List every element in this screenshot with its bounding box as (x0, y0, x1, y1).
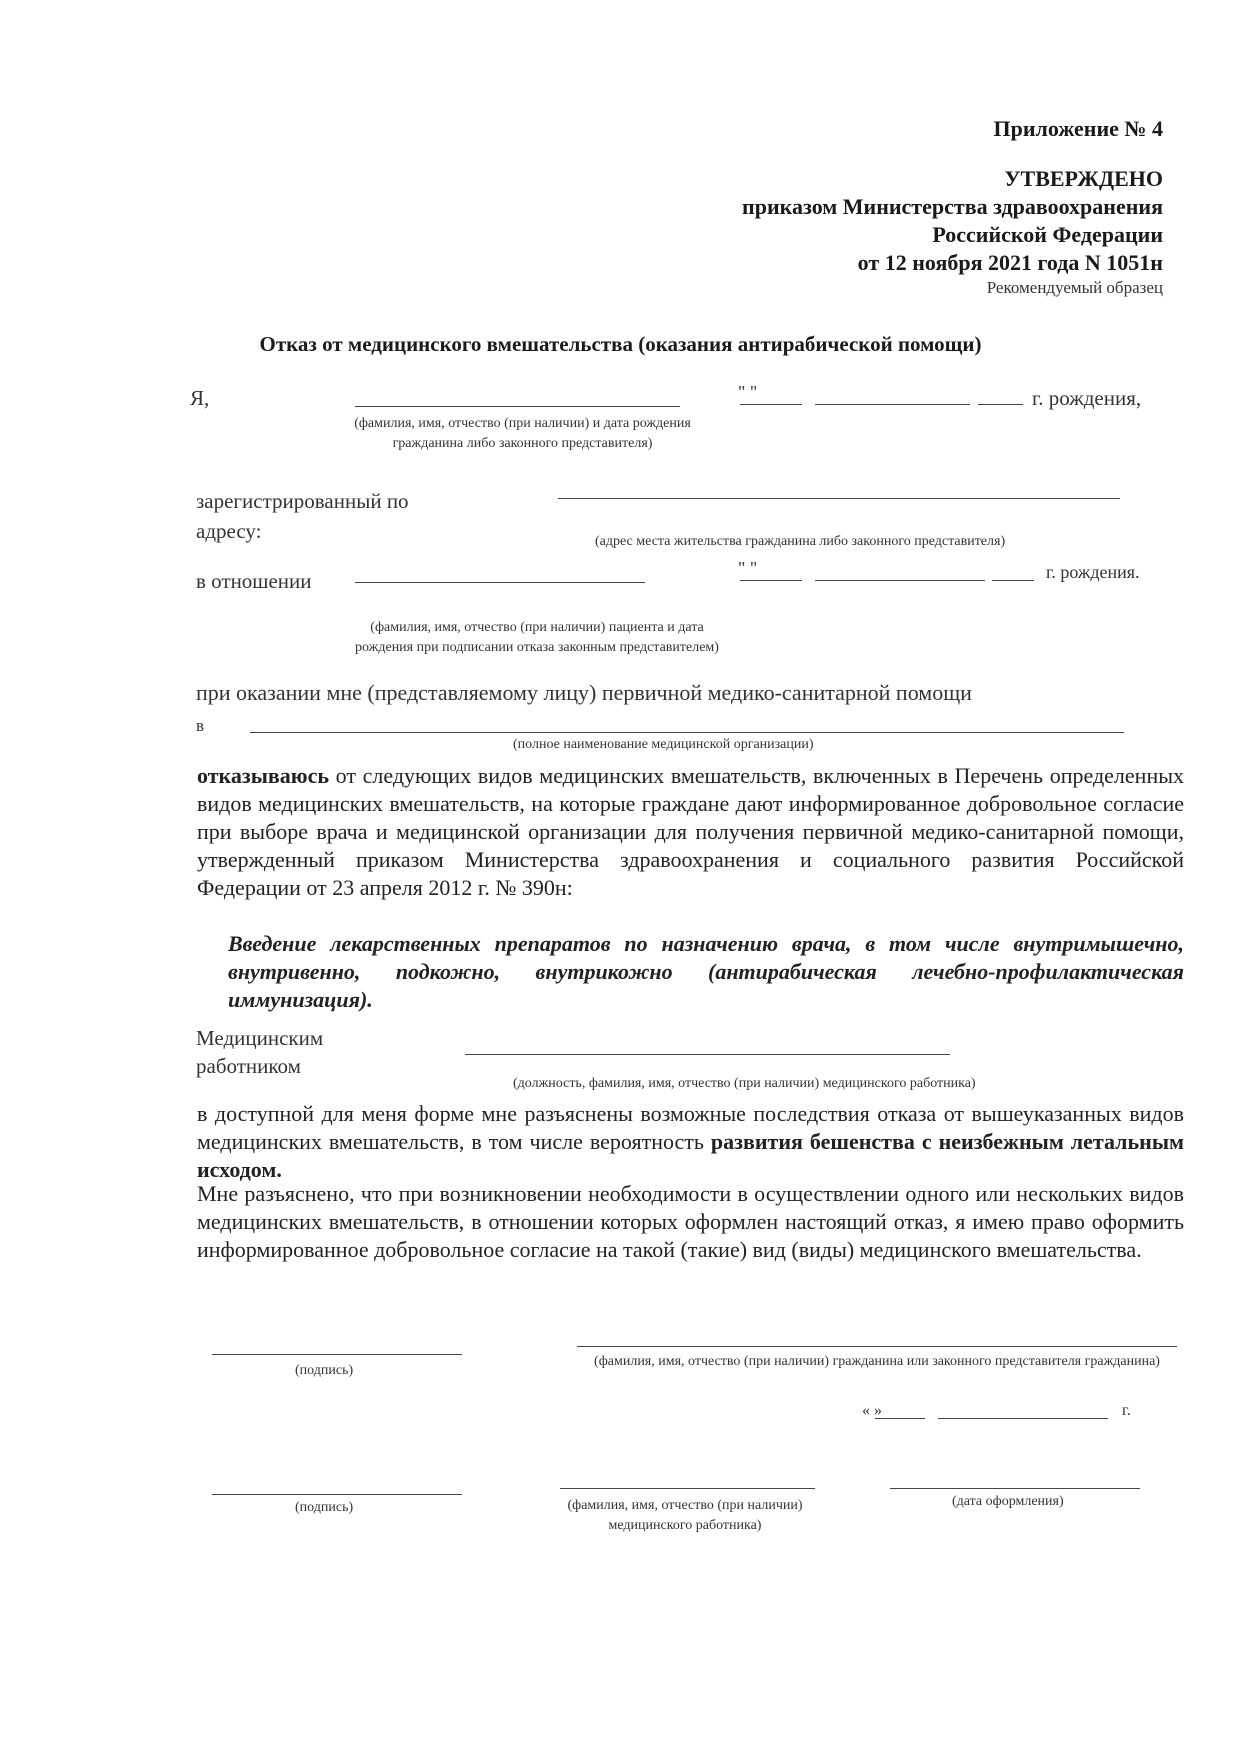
i-date-quotes: " " (738, 382, 758, 402)
i-month-line[interactable] (815, 404, 970, 405)
address-label: зарегистрированный по адресу: (196, 489, 409, 543)
explained-paragraph (197, 1100, 1184, 1184)
date-quotes: « » (862, 1402, 882, 1419)
name-1-line[interactable] (577, 1346, 1177, 1347)
i-birth-suffix: г. рождения, (1032, 386, 1142, 410)
signature-2-line[interactable] (212, 1494, 462, 1495)
explained-bold: развития бешенства с неизбежным летальным исходом. (197, 1129, 1184, 1182)
date-month-line[interactable] (938, 1418, 1108, 1419)
refusal-text: от следующих видов медицинских вмешательств, включенных в Перечень определенных видов медицинских вмешательств, на которые граждане дают информированное добровольное согласие при выборе врача и медицинской организации для получения первичной медико-санитарной помощи, утвержденный приказом Министерства здравоохранения и социального развития Российской Федерации от 23 апреля 2012 г. № 390н: (197, 763, 1184, 900)
relation-birth-suffix: г. рождения. (1046, 562, 1140, 582)
appendix-number: Приложение № 4 (993, 116, 1163, 141)
name-2-line[interactable] (560, 1488, 815, 1489)
address-caption: (адрес места жительства гражданина либо законного представителя) (595, 534, 1006, 549)
order-line-1: приказом Министерства здравоохранения (742, 194, 1163, 219)
relation-name-line[interactable] (355, 582, 645, 583)
approved-stamp: УТВЕРЖДЕНО (1004, 166, 1163, 191)
signature-1-line[interactable] (212, 1354, 462, 1355)
i-year-line[interactable] (978, 404, 1023, 405)
address-line[interactable] (558, 498, 1120, 499)
relation-label: в отношении (196, 569, 312, 593)
date-suffix: г. (1122, 1402, 1131, 1419)
worker-caption: (должность, фамилия, имя, отчество (при наличии) медицинского работника) (513, 1076, 976, 1091)
worker-label-1: Медицинским (196, 1026, 324, 1050)
relation-year-line[interactable] (992, 580, 1034, 581)
order-line-2: Российской Федерации (932, 222, 1163, 247)
date-2-line[interactable] (890, 1488, 1140, 1489)
date-2-caption: (дата оформления) (952, 1494, 1064, 1509)
i-day-line[interactable] (740, 404, 802, 405)
i-prefix: Я, (190, 386, 210, 410)
worker-line[interactable] (465, 1054, 950, 1055)
relation-date-quotes: " " (738, 558, 758, 578)
organization-caption: (полное наименование медицинской организации) (513, 737, 814, 752)
document-title: Отказ от медицинского вмешательства (оказания антирабической помощи) (259, 332, 982, 356)
worker-label-2: работником (196, 1054, 301, 1078)
sample-note: Рекомендуемый образец (986, 278, 1163, 297)
relation-caption: (фамилия, имя, отчество (при наличии) пациента и дата рождения при подписании отказа законным представителем) (355, 620, 719, 655)
rights-paragraph: Мне разъяснено, что при возникновении необходимости в осуществлении одного или нескольких видов медицинских вмешательств, в отношении которых оформлен настоящий отказ, я имею право оформить информированное добровольное согласие на такой (такие) вид (виды) медицинского вмешательства. (197, 1181, 1184, 1262)
intervention-list: Введение лекарственных препаратов по назначению врача, в том числе внутримышечно, внутривенно, подкожно, внутрикожно (антирабическая лечебно-профилактическая иммунизация). (228, 931, 1184, 1012)
name-1-caption: (фамилия, имя, отчество (при наличии) гражданина или законного представителя гражданина) (594, 1354, 1160, 1369)
order-line-3: от 12 ноября 2021 года N 1051н (857, 250, 1163, 275)
i-caption: (фамилия, имя, отчество (при наличии) и дата рождения гражданина либо законного представителя) (354, 416, 691, 451)
relation-month-line[interactable] (815, 580, 985, 581)
help-prefix: в (196, 716, 205, 735)
relation-day-line[interactable] (740, 580, 802, 581)
signature-2-caption: (подпись) (295, 1500, 354, 1515)
name-2-caption: (фамилия, имя, отчество (при наличии) медицинского работника) (567, 1498, 803, 1533)
signature-1-caption: (подпись) (295, 1363, 354, 1378)
explained-text: в доступной для меня форме мне разъяснены возможные последствия отказа от вышеуказанных видов медицинских вмешательств, в том числе вероятность (197, 1101, 1184, 1154)
help-text: при оказании мне (представляемому лицу) первичной медико-санитарной помощи (196, 680, 972, 705)
date-day-line[interactable] (875, 1418, 925, 1419)
refusal-keyword: отказываюсь (197, 763, 329, 788)
refusal-paragraph (197, 762, 1184, 902)
i-name-line[interactable] (355, 406, 680, 407)
organization-line[interactable] (250, 732, 1124, 733)
